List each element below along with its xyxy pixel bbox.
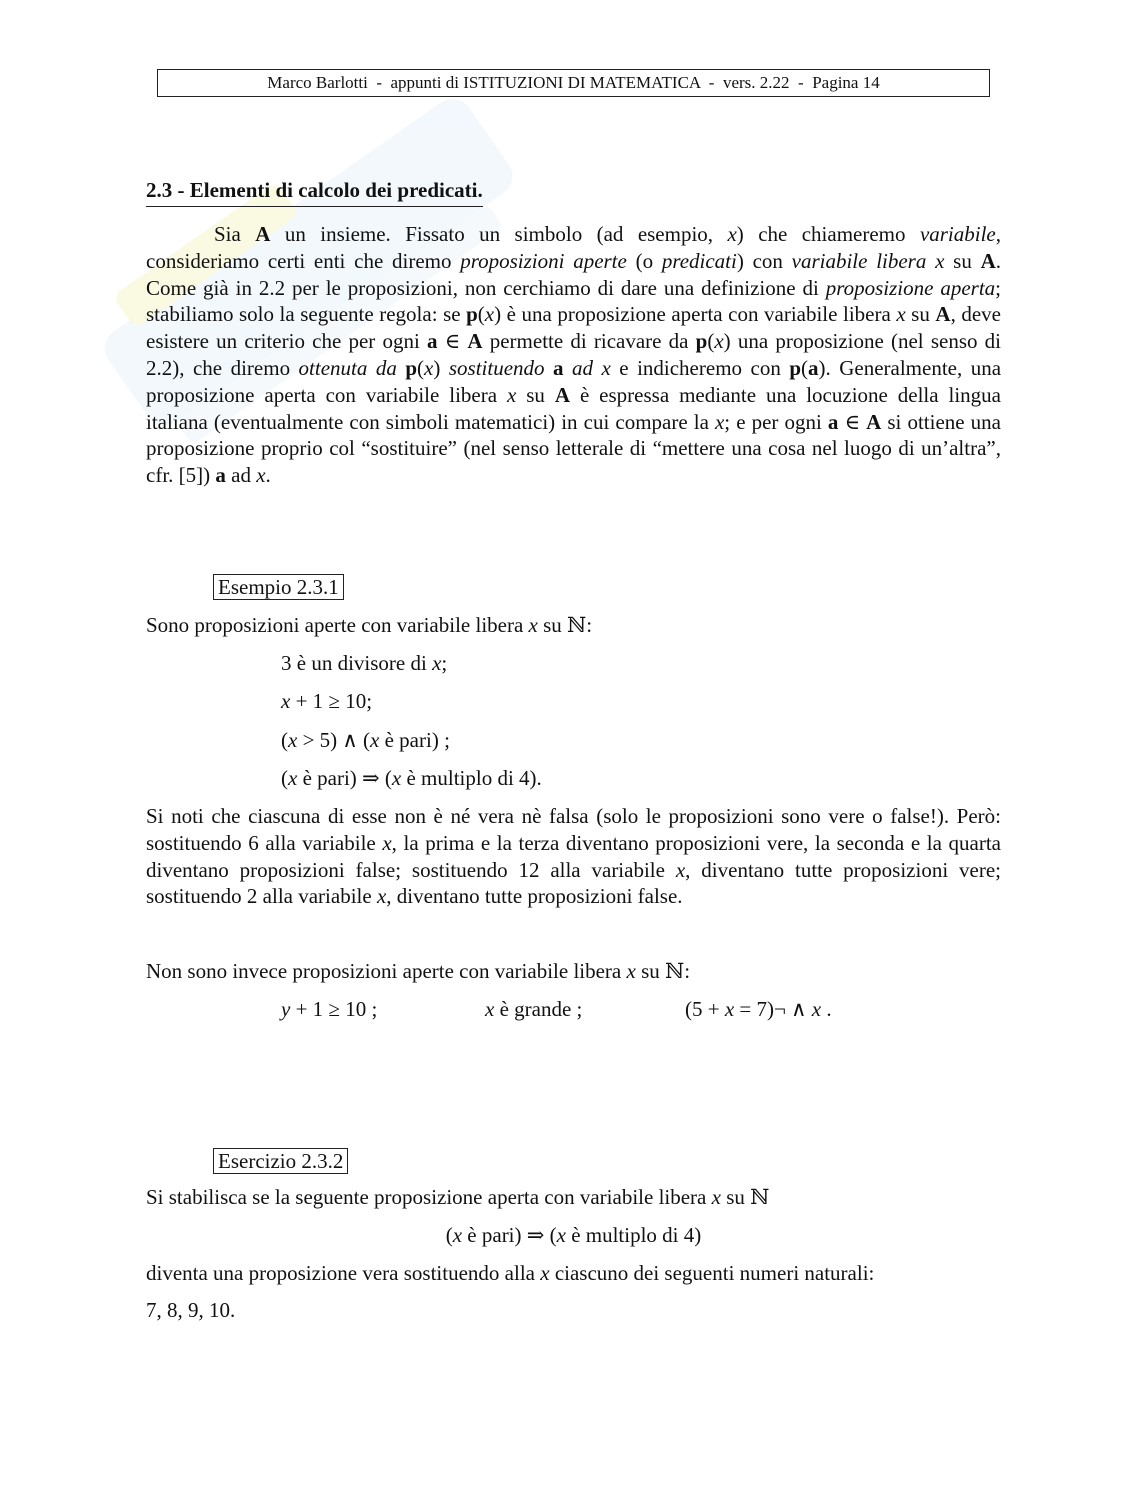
header-author: Marco Barlotti: [267, 73, 368, 92]
non-example-1: y + 1 ≥ 10 ;: [281, 997, 378, 1021]
non-example-3: (5 + x = 7)¬ ∧ x .: [685, 997, 832, 1021]
example-label: Esempio 2.3.1: [213, 574, 344, 600]
intro-paragraph: Sia A un insieme. Fissato un simbolo (ad esempio, x) che chiameremo variabile, consideriamo certi enti che diremo proposizioni aperte (o predicati) con variabile libera x su A. Come già in 2.2 per le proposizioni, non cerchiamo di dare una definizione di proposizione aperta; stabiliamo solo la seguente regola: se p(x) è una proposizione aperta con variabile libera x su A, deve esistere un criterio che per ogni a ∈ A permette di ricavare da p(x) una proposizione (nel senso di 2.2), che diremo ottenuta da p(x) sostituendo a ad x e indicheremo con p(a). Generalmente, una proposizione aperta con variabile libera x su A è espressa mediante una locuzione della lingua italiana (eventualmente con simboli matematici) in cui compare la x; e per ogni a ∈ A si ottiene una proposizione proprio col “sostituire” (nel senso letterale di “mettere una cosa nel luogo di un’altra”, cfr. [5]) a ad x.: [146, 222, 1002, 488]
non-examples-intro: Non sono invece proposizioni aperte con variabile libera x su ℕ:: [146, 959, 691, 983]
page-header: Marco Barlotti - appunti di ISTITUZIONI DI MATEMATICA - vers. 2.22 - Pagina 14: [157, 69, 990, 97]
non-example-2: x è grande ;: [485, 997, 583, 1021]
section-title: 2.3 - Elementi di calcolo dei predicati.: [146, 178, 483, 207]
example-intro: Sono proposizioni aperte con variabile libera x su ℕ:: [146, 613, 593, 637]
example-note: Si noti che ciascuna di esse non è né vera nè falsa (solo le proposizioni sono vere o false!). Però: sostituendo 6 alla variabile x, la prima e la terza diventano proposizioni vere, la seconda e la quarta diventano proposizioni false; sostituendo 12 alla variabile x, diventano tutte proposizioni vere; sostituendo 2 alla variabile x, diventano tutte proposizioni false.: [146, 804, 1002, 909]
header-course: appunti di ISTITUZIONI DI MATEMATICA: [390, 73, 701, 92]
header-page-number: Pagina 14: [812, 73, 880, 92]
example-item-3: (x > 5) ∧ (x è pari) ;: [281, 728, 450, 752]
exercise-line-2: diventa una proposizione vera sostituendo alla x ciascuno dei seguenti numeri naturali:: [146, 1261, 875, 1285]
header-version: vers. 2.22: [722, 73, 790, 92]
example-item-4: (x è pari) ⇒ (x è multiplo di 4).: [281, 766, 542, 790]
example-item-1: 3 è un divisore di x;: [281, 651, 448, 675]
exercise-line-1: Si stabilisca se la seguente proposizione aperta con variabile libera x su ℕ: [146, 1185, 770, 1209]
example-item-2: x + 1 ≥ 10;: [281, 689, 373, 713]
exercise-label: Esercizio 2.3.2: [213, 1148, 348, 1174]
exercise-formula: (x è pari) ⇒ (x è multiplo di 4): [445, 1223, 702, 1247]
exercise-numbers: 7, 8, 9, 10.: [146, 1298, 236, 1322]
